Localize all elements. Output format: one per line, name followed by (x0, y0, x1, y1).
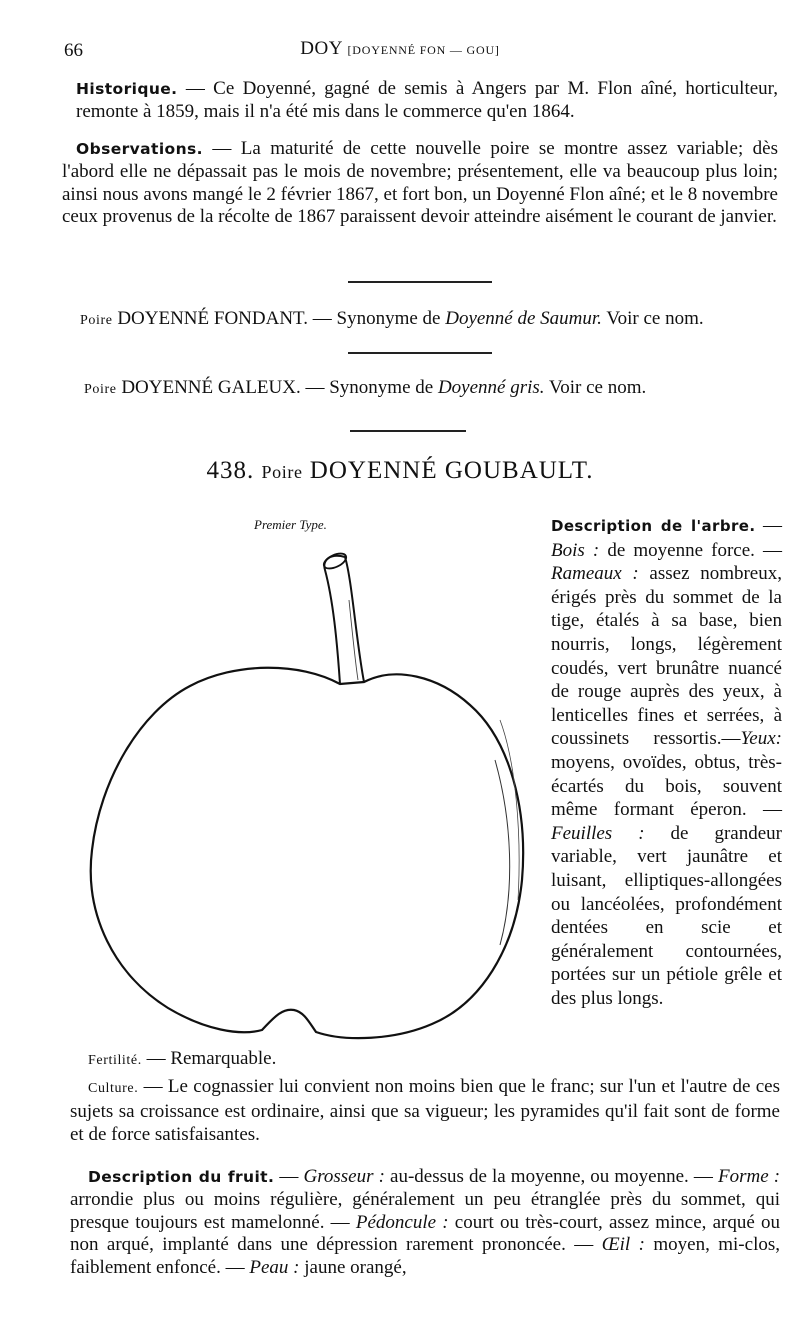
culture-label: Culture. (88, 1081, 139, 1096)
culture-text: — Le cognassier lui convient non moins bien que le franc; sur l'un et l'autre de ces sujets sa croissance est ordinaire, ainsi que sa vigueur; les pyramides qu'il fait sont de forme et de force satisfaisantes. (70, 1076, 780, 1145)
culture-paragraph (70, 1076, 780, 1146)
pear-stalk-tip (322, 550, 349, 571)
forme-label: Forme : (717, 1166, 781, 1187)
pear-stalk (324, 556, 364, 684)
entry-title-name: DOYENNÉ GOUBAULT. (309, 457, 594, 484)
fertilite-line (88, 1048, 276, 1070)
figure-caption: Premier Type. (254, 517, 327, 532)
historique-label: Historique. (76, 80, 178, 98)
peau-label: Peau : (249, 1257, 300, 1279)
pear-shading-right (495, 760, 510, 945)
pedoncule-text: court ou très-court, assez mince, arqué ou non arqué, implanté dans une dépression rarement prononcée. — (70, 1211, 781, 1256)
bois-text: de moyenne force. — (599, 539, 782, 561)
fruit-description-paragraph (70, 1166, 780, 1280)
grosseur-label: Grosseur : (303, 1166, 385, 1187)
grosseur-text: au-dessus de la moyenne, ou moyenne. — (384, 1166, 718, 1187)
rameaux-label: Rameaux : (551, 563, 639, 585)
fertilite-label: Fertilité. (88, 1053, 142, 1068)
observations-label: Observations. (76, 140, 203, 158)
feuilles-label: Feuilles : (551, 822, 645, 844)
synonym-fondant-ref: Doyenné de Saumur. (445, 308, 602, 329)
tree-description (551, 514, 782, 1010)
forme-text: arrondie plus ou moins régulière, généralement un peu étranglée près du sommet, qui presque toujours est mamelonné. — (70, 1188, 780, 1233)
synonym-fondant-name: DOYENNÉ FONDANT. (117, 308, 308, 329)
oeil-label: Œil : (601, 1234, 645, 1256)
synonym-fondant-middle: — Synonyme de (308, 308, 446, 329)
oeil-text: moyen, mi-clos, faiblement enfoncé. — (70, 1234, 780, 1279)
peau-text: jaune orangé, (299, 1257, 407, 1279)
fruit-description-label: Description du fruit. (88, 1168, 275, 1186)
yeux-text: moyens, ovoïdes, obtus, très-écartés du bois, souvent même formant éperon. — (551, 751, 782, 821)
observations-text: — La maturité de cette nouvelle poire se montre assez variable; dès l'abord elle ne dépassait pas le mois de novembre; présentement, elle va beaucoup plus loin; ainsi nous avons mangé le 2 février 1867, et fort bon, un Doyenné Flon aîné; et le 8 novembre ceux provenus de la récolte de 1867 paraissent devoir atteindre aisément le courant de janvier. (62, 138, 778, 228)
synonym-fondant-suffix: Voir ce nom. (601, 308, 704, 329)
running-head-main: DOY (300, 38, 343, 59)
historique-text: — Ce Doyenné, gagné de semis à Angers par M. Flon aîné, horticulteur, remonte à 1859, mais il n'a été mis dans le commerce qu'en 1864. (76, 78, 778, 122)
tree-desc-dash: — (755, 515, 782, 536)
yeux-label: Yeux: (740, 728, 782, 750)
feuilles-text: de grandeur variable, vert jaunâtre et luisant, elliptiques-allongées ou lancéolées, profondément dentées en scie et généralement contournées, portées sur un pétiole grêle et des plus longs. (551, 822, 782, 1009)
synonym-galeux-prefix: Poire (84, 382, 117, 397)
page-number: 66 (64, 40, 83, 61)
fruit-desc-dash: — (274, 1166, 304, 1187)
synonym-galeux-name: DOYENNÉ GALEUX. (121, 377, 301, 398)
rameaux-text: assez nombreux, érigés près du sommet de la tige, étalés à sa base, bien nourris, longs, légèrement coudés, vert brunâtre nuancé de rouge auprès des yeux, à lenticelles fines et serrées, à coussinets ressortis.— (551, 563, 782, 750)
running-head-bracket: [DOYENNÉ FON — GOU] (347, 43, 500, 57)
synonym-galeux-middle: — Synonyme de (300, 377, 438, 398)
bois-label: Bois : (551, 539, 600, 561)
pedoncule-label: Pédoncule : (355, 1211, 449, 1233)
entry-number: 438. (206, 457, 255, 484)
synonym-fondant-prefix: Poire (80, 313, 113, 328)
synonym-galeux-ref: Doyenné gris. (437, 377, 545, 398)
pear-fruit-outline (91, 668, 523, 1038)
entry-title-prefix: Poire (261, 462, 303, 482)
tree-description-label: Description de l'arbre. (551, 517, 756, 535)
fertilite-text: — Remarquable. (141, 1048, 277, 1069)
synonym-galeux-suffix: Voir ce nom. (544, 377, 647, 398)
